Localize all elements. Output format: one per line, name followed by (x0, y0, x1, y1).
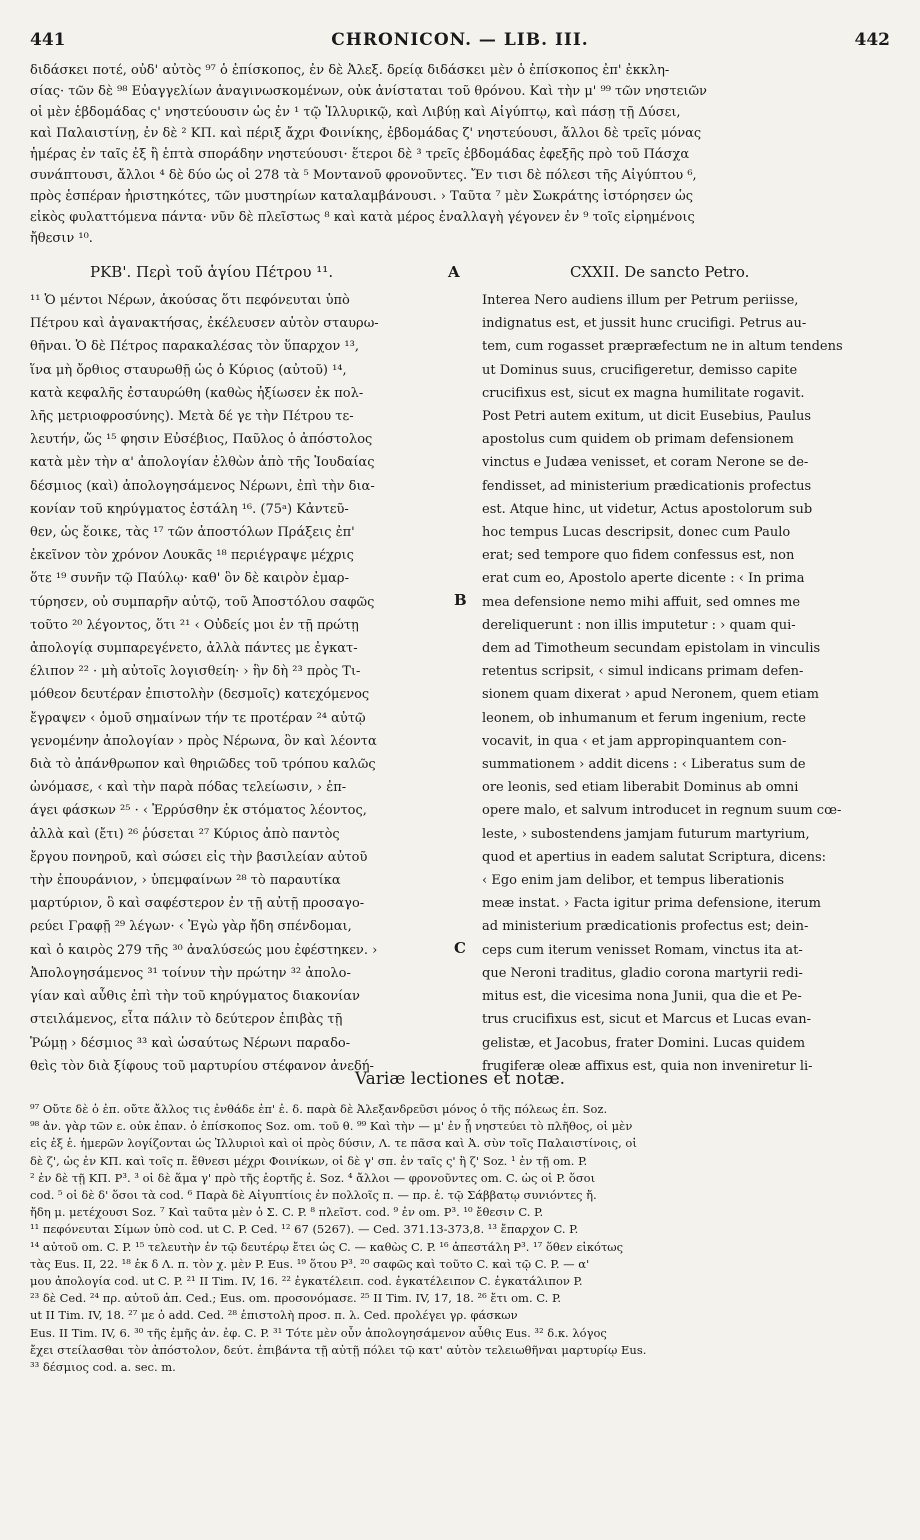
footnote-line: ἔχει στείλασθαι τὸν ἀπόστολον, δεύτ. ἐπιβάντα τῇ αὐτῇ πόλει τῷ κατ' αὐτὸν τελειωθῆναι μαρτυρίῳ Eus. (30, 1342, 647, 1357)
latin-line: quod et apertius in eadem salutat Scriptura, dicens: (482, 849, 827, 865)
greek-line: ἔργου πονηροῦ, καὶ σώσει εἰς τὴν βασιλείαν αὐτοῦ (30, 849, 368, 865)
greek-line: γενομένην ἀπολογίαν › πρὸς Νέρωνα, ὃν καὶ λέοντα (30, 733, 377, 749)
latin-line: leste, › subostendens jamjam futurum martyrium, (482, 826, 810, 842)
latin-line: ceps cum iterum venisset Romam, vinctus ita at- (482, 942, 803, 958)
greek-line: Ῥώμῃ › δέσμιος ³³ καὶ ὡσαύτως Νέρωνι παραδο- (30, 1035, 351, 1051)
greek-line: καὶ ὁ καιρὸς 279 τῆς ³⁰ ἀναλύσεώς μου ἐφέστηκεν. › (30, 942, 378, 958)
greek-line: μόθεον δευτέραν ἐπιστολὴν (δεσμοῖς) κατεχόμενος (30, 687, 370, 703)
greek-line: διὰ τὸ ἀπάνθρωπον καὶ θηριῶδες τοῦ τρόπου καλῶς (30, 757, 376, 773)
footnote-line: μου ἀπολογία cod. ut C. P. ²¹ II Tim. IV, 16. ²² ἐγκατέλειπ. cod. ἐγκατέλειπον C. ἐγκατάλιπον P. (30, 1274, 583, 1289)
intro-line: διδάσκει ποτέ, οὐδ' αὐτὸς ⁹⁷ ὁ ἐπίσκοπος, ἐν δὲ Ἀλεξ. δρείᾳ διδάσκει μὲν ὁ ἐπίσκοπος ἐπ' ἐκκλη- (30, 63, 670, 78)
latin-line: dereliquerunt : non illis imputetur : › quam qui- (482, 617, 796, 633)
latin-line: crucifixus est, sicut ex magna humilitate rogavit. (482, 385, 805, 401)
greek-line: λῆς μετριοφροσύνης). Μετὰ δέ γε τὴν Πέτρου τε- (30, 409, 354, 425)
greek-line: κονίαν τοῦ κηρύγματος ἐστάλη ¹⁶. (75ᵃ) Κἀντεῦ- (30, 501, 349, 517)
parallel-columns (30, 289, 890, 1074)
section-headings (30, 263, 890, 289)
latin-line: summationem › addit dicens : ‹ Liberatus sum de (482, 757, 806, 773)
greek-line: μαρτύριον, ὃ καὶ σαφέστερον ἐν τῇ αὐτῇ προσαγο- (30, 896, 365, 912)
intro-line: καὶ Παλαιστίνῃ, ἐν δὲ ² ΚΠ. καὶ πέριξ ἄχρι Φοινίκης, ἑβδομάδας ζ' νηστεύουσι, ἄλλοι δὲ τρεῖς μόνας (30, 126, 702, 141)
latin-line: ut Dominus suus, crucifigeretur, demisso capite (482, 362, 798, 378)
greek-line: γίαν καὶ αὖθις ἐπὶ τὴν τοῦ κηρύγματος διακονίαν (30, 989, 360, 1005)
greek-line: έλιπον ²² · μὴ αὐτοῖς λογισθείη· › ἣν δὴ ²³ πρὸς Τι- (30, 664, 361, 680)
greek-line: κατὰ κεφαλῆς ἐσταυρώθη (καθὼς ἠξίωσεν ἐκ πολ- (30, 385, 364, 401)
greek-line: τύρησεν, οὐ συμπαρῆν αὐτῷ, τοῦ Ἀποστόλου σαφῶς (30, 594, 375, 610)
greek-heading: ΡΚΒ'. Περὶ τοῦ ἁγίου Πέτρου ¹¹. (90, 263, 334, 281)
latin-line: tem, cum rogasset præpræfectum ne in altum tendens (482, 339, 843, 355)
footnote-line: ²³ δὲ Ced. ²⁴ πρ. αὐτοῦ ἀπ. Ced.; Eus. om. προσονόμασε. ²⁵ II Tim. IV, 17, 18. ²⁶ ἔτι om. C. P. (30, 1291, 562, 1306)
greek-line: κατὰ μὲν τὴν α' ἀπολογίαν ἐλθὼν ἀπὸ τῆς Ἰουδαίας (30, 455, 375, 471)
latin-line: apostolus cum quidem ob primam defensionem (482, 432, 794, 448)
greek-line: θεὶς τὸν διὰ ξίφους τοῦ μαρτυρίου στέφανον ἀνεδή- (30, 1058, 374, 1074)
greek-line: ἀπολογίᾳ συμπαρεγένετο, ἀλλὰ πάντες με ἐγκατ- (30, 641, 358, 657)
intro-line: εἰκὸς φυλαττόμενα πάντα· νῦν δὲ πλεῖστως ⁸ καὶ κατὰ μέρος ἐναλλαγὴ γέγονεν ἐν ⁹ τοῖς εἰρημένοις (30, 210, 695, 225)
running-header (30, 30, 890, 54)
latin-line: trus crucifixus est, sicut et Marcus et Lucas evan- (482, 1012, 812, 1028)
greek-line: ἐκεῖνον τὸν χρόνον Λουκᾶς ¹⁸ περιέγραψε μέχρις (30, 548, 354, 564)
greek-line: λευτήν, ὥς ¹⁵ φησιν Εὐσέβιος, Παῦλος ὁ ἀπόστολος (30, 432, 373, 448)
latin-line: mea defensione nemo mihi affuit, sed omnes me (482, 594, 801, 610)
latin-line: vinctus e Judæa venisset, et coram Nerone se de- (482, 455, 809, 471)
latin-line: sionem quam dixerat › apud Neronem, quem etiam (482, 687, 819, 703)
footnote-line: cod. ⁵ οἱ δὲ δ' ὅσοι τὰ cod. ⁶ Παρὰ δὲ Αἰγυπτίοις ἐν πολλοῖς π. — πρ. ἑ. τῷ Σάββατῳ συνιόντες ἤ. (30, 1188, 597, 1203)
footnote-line: δὲ ζ', ὡς ἐν ΚΠ. καὶ τοῖς π. ἔθνεσι μέχρι Φοινίκων, οἱ δὲ γ' σπ. ἐν ταῖς ς' ἢ ζ' Soz. ¹ ἐν τῇ om. P. (30, 1153, 588, 1168)
intro-line: συνάπτουσι, ἄλλοι ⁴ δὲ δύο ὡς οἱ 278 τὰ ⁵ Μοντανοῦ φρονοῦντες. Ἔν τισι δὲ πόλεσι τῆς Αἰγύπτου ⁶, (30, 168, 697, 183)
latin-line: retentus scripsit, ‹ simul indicans primam defen- (482, 664, 804, 680)
intro-line: οἱ μὲν ἑβδομάδας ς' νηστεύουσιν ὡς ἐν ¹ τῷ Ἰλλυρικῷ, καὶ Λιβύῃ καὶ Αἰγύπτῳ, καὶ πάσῃ τῇ Δύσει, (30, 105, 681, 120)
margin-letter-c: C (454, 939, 466, 957)
latin-column (482, 289, 890, 1078)
latin-line: ‹ Ego enim jam delibor, et tempus liberationis (482, 873, 785, 889)
greek-line: τὴν ἐπουράνιον, › ὑπεμφαίνων ²⁸ τὸ παραυτίκα (30, 873, 341, 889)
latin-line: ad ministerium prædicationis profectus est; dein- (482, 919, 809, 935)
greek-line: ἵνα μὴ ὄρθιος σταυρωθῇ ὡς ὁ Κύριος (αὐτοῦ) ¹⁴, (30, 362, 347, 378)
footnote-line: ² ἐν δὲ τῇ ΚΠ. P³. ³ οἱ δὲ ἅμα γ' πρὸ τῆς ἑορτῆς ἑ. Soz. ⁴ ἄλλοι — φρονοῦντες om. C. ὡς οἱ P. ὅσοι (30, 1170, 596, 1185)
footnotes (30, 1101, 890, 1376)
footnote-line: ⁹⁸ ἀν. γὰρ τῶν ε. οὐκ ἐπαν. ὁ ἐπίσκοπος Soz. om. τοῦ θ. ⁹⁹ Καὶ τὴν — μ' ἐν ᾗ νηστεύει τὸ πλῆθος, οἱ μὲν (30, 1119, 633, 1134)
greek-line: ρεύει Γραφῇ ²⁹ λέγων· ‹ Ἐγὼ γὰρ ἤδη σπένδομαι, (30, 919, 352, 935)
latin-line: que Neroni traditus, gladio corona martyrii redi- (482, 965, 803, 981)
greek-line: Ἀπολογησάμενος ³¹ τοίνυν τὴν πρώτην ³² ἀπολο- (30, 965, 351, 981)
latin-line: hoc tempus Lucas descripsit, donec cum Paulo (482, 525, 791, 541)
latin-line: fendisset, ad ministerium prædicationis profectus (482, 478, 812, 494)
greek-column (30, 289, 440, 1078)
page-number-left: 441 (30, 30, 66, 50)
latin-line: indignatus est, et jussit hunc crucifigi. Petrus au- (482, 316, 807, 332)
intro-text (30, 60, 890, 249)
greek-line: θῆναι. Ὁ δὲ Πέτρος παρακαλέσας τὸν ὕπαρχον ¹³, (30, 339, 359, 355)
footnote-line: ¹¹ πεφόνευται Σίμων ὑπὸ cod. ut C. P. Ced. ¹² 67 (5267). — Ced. 371.13-373,8. ¹³ ἔπαρχον C. P. (30, 1222, 579, 1237)
footnote-line: Eus. II Tim. IV, 6. ³⁰ τῆς ἐμῆς ἀν. ἐφ. C. P. ³¹ Τότε μὲν οὖν ἀπολογησάμενον αὖθις Eus. ³² δ.κ. λόγος (30, 1325, 607, 1340)
latin-line: vocavit, in qua ‹ et jam appropinquantem con- (482, 733, 787, 749)
latin-line: Post Petri autem exitum, ut dicit Eusebius, Paulus (482, 409, 812, 425)
footnote-line: ut II Tim. IV, 18. ²⁷ με ὁ add. Ced. ²⁸ ἐπιστολὴ προσ. π. λ. Ced. προλέγει γρ. φάσκων (30, 1308, 518, 1323)
latin-heading: CXXII. De sancto Petro. (570, 263, 750, 281)
latin-line: est. Atque hinc, ut videtur, Actus apostolorum sub (482, 501, 813, 517)
latin-line: Interea Nero audiens illum per Petrum periisse, (482, 293, 799, 308)
footnote-line: ἤδη μ. μετέχουσι Soz. ⁷ Καὶ ταῦτα μὲν ὁ Σ. C. P. ⁸ πλεῖστ. cod. ⁹ ἐν om. P³. ¹⁰ ἔθεσιν C. P. (30, 1205, 544, 1220)
footnote-line: εἰς ἐξ ἑ. ἡμερῶν λογίζονται ὡς Ἰλλυριοὶ καὶ οἱ πρὸς δύσιν, Λ. τε πᾶσα καὶ Ἀ. σὺν τοῖς Παλαιστίνοις, οἱ (30, 1136, 637, 1151)
intro-line: σίας· τῶν δὲ ⁹⁸ Εὐαγγελίων ἀναγινωσκομένων, οὐκ ἀνίσταται τοῦ θρόνου. Καὶ τὴν μ' ⁹⁹ τῶν νηστειῶν (30, 84, 707, 99)
greek-line: ¹¹ Ὁ μέντοι Νέρων, ἀκούσας ὅτι πεφόνευται ὑπὸ (30, 293, 350, 308)
greek-line: δέσμιος (καὶ) ἀπολογησάμενος Νέρωνι, ἐπὶ τὴν δια- (30, 478, 375, 494)
footnote-line: ³³ δέσμιος cod. a. sec. m. (30, 1360, 176, 1375)
latin-line: opere malo, et salvum introducet in regnum suum cœ- (482, 803, 842, 819)
variae-heading: Variæ lectiones et notæ. (354, 1069, 566, 1089)
latin-line: leonem, ob inhumanum et ferum ingenium, recte (482, 710, 806, 726)
page (30, 30, 890, 1510)
latin-line: meæ instat. › Facta igitur prima defensione, iterum (482, 896, 821, 912)
greek-line: ἀλλὰ καὶ (ἔτι) ²⁶ ῥύσεται ²⁷ Κύριος ἀπὸ παντὸς (30, 826, 340, 842)
greek-line: ὠνόμασε, ‹ καὶ τὴν παρὰ πόδας τελείωσιν, › ἐπ- (30, 780, 347, 796)
margin-letter-a: A (448, 263, 460, 281)
greek-line: τοῦτο ²⁰ λέγοντος, ὅτι ²¹ ‹ Οὐδείς μοι ἐν τῇ πρώτῃ (30, 617, 359, 633)
latin-line: frugiferæ oleæ affixus est, quia non inveniretur li- (482, 1058, 813, 1074)
footnote-line: τὰς Eus. II, 22. ¹⁸ ἐκ δ Λ. π. τὸν χ. μὲν P. Eus. ¹⁹ ὅτου P³. ²⁰ σαφῶς καὶ τοῦτο C. καὶ τῷ C. P. — α' (30, 1256, 590, 1271)
intro-line: ἡμέρας ἐν ταῖς ἐξ ἢ ἑπτὰ σποράδην νηστεύουσι· ἕτεροι δὲ ³ τρεῖς ἑβδομάδας ἐφεξῆς πρὸ τοῦ Πάσχα (30, 147, 690, 162)
footnote-line: ¹⁴ αὐτοῦ om. C. P. ¹⁵ τελευτὴν ἐν τῷ δευτέρῳ ἔτει ὡς C. — καθὼς C. P. ¹⁶ ἀπεστάλη P³. ¹⁷ ὅθεν εἰκότως (30, 1239, 624, 1254)
greek-line: στειλάμενος, εἶτα πάλιν τὸ δεύτερον ἐπιβὰς τῇ (30, 1012, 343, 1028)
latin-line: gelistæ, et Jacobus, frater Domini. Lucas quidem (482, 1035, 806, 1051)
footnote-line: ⁹⁷ Οὔτε δὲ ὁ ἐπ. οὔτε ἄλλος τις ἐνθάδε ἐπ' ἐ. δ. παρὰ δὲ Ἀλεξανδρεῦσι μόνος ὁ τῆς πόλεως ἐπ. Soz. (30, 1102, 608, 1116)
greek-line: ἔγραψεν ‹ ὁμοῦ σημαίνων τήν τε προτέραν ²⁴ αὐτῷ (30, 710, 366, 726)
greek-line: Πέτρου καὶ ἀγανακτήσας, ἐκέλευσεν αὐτὸν σταυρω- (30, 316, 379, 332)
latin-line: ore leonis, sed etiam liberabit Dominus ab omni (482, 780, 799, 796)
margin-letter-b: B (454, 591, 467, 609)
greek-line: άγει φάσκων ²⁵ · ‹ Ἐρρύσθην ἐκ στόματος λέοντος, (30, 803, 367, 819)
running-title: CHRONICON. — LIB. III. (331, 30, 589, 50)
latin-line: mitus est, die vicesima nona Junii, qua die et Pe- (482, 989, 802, 1005)
intro-line: ἤθεσιν ¹⁰. (30, 231, 93, 246)
greek-line: θεν, ὡς ἔοικε, τὰς ¹⁷ τῶν ἀποστόλων Πράξεις ἐπ' (30, 525, 355, 541)
intro-line: πρὸς ἑσπέραν ἠριστηκότες, τῶν μυστηρίων καταλαμβάνουσι. › Ταῦτα ⁷ μὲν Σωκράτης ἱστόρησεν ὡς (30, 189, 693, 204)
greek-line: ὅτε ¹⁹ συνῆν τῷ Παύλῳ· καθ' ὃν δὲ καιρὸν ἐμαρ- (30, 571, 349, 587)
page-number-right: 442 (854, 30, 890, 50)
latin-line: dem ad Timotheum secundam epistolam in vinculis (482, 641, 821, 657)
latin-line: erat cum eo, Apostolo aperte dicente : ‹ In prima (482, 571, 805, 587)
latin-line: erat; sed tempore quo fidem confessus est, non (482, 548, 795, 564)
